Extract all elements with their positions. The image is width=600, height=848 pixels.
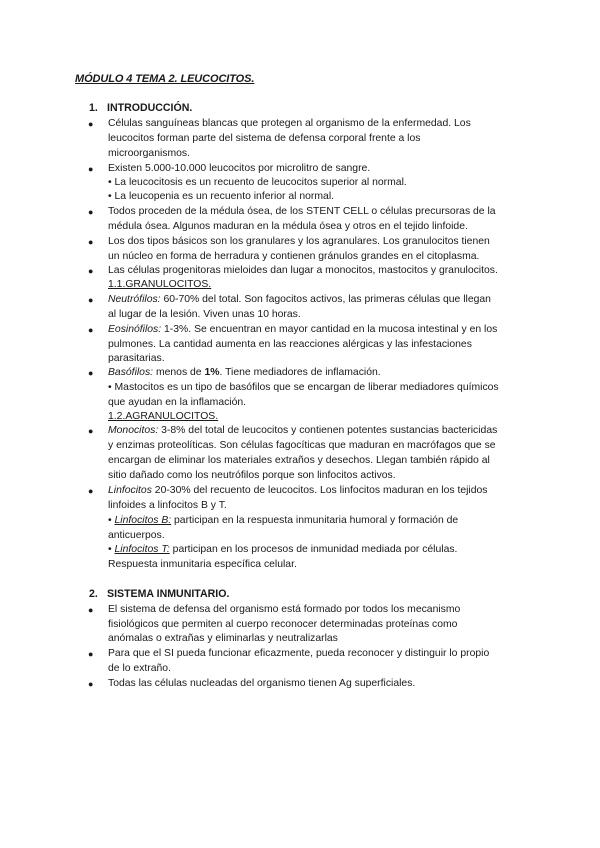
text-span: . Tiene mediadores de inflamación. — [219, 367, 381, 378]
sub-bullet: • — [108, 544, 115, 555]
section-number: 2. — [89, 588, 98, 600]
text-line: de lo extraño. — [108, 663, 171, 674]
bullet-dot: ● — [88, 207, 94, 217]
bullet-dot: ● — [88, 486, 94, 496]
text-span: del recuento de leucocitos. Los linfocitos maduran en los tejidos — [190, 485, 488, 496]
text-line: linfoides a linfocitos B y T. — [108, 500, 227, 511]
percentage: 20-30% — [151, 485, 191, 496]
text-line: Respuesta inmunitaria específica celular. — [108, 559, 297, 570]
section-number: 1. — [89, 102, 98, 114]
text-line: un núcleo en forma de herradura y contienen gránulos grandes en el citoplasma. — [108, 251, 480, 262]
text-span: menos de — [153, 367, 205, 378]
text-line: El sistema de defensa del organismo está formado por todos los mecanismo — [108, 604, 461, 615]
text-span: . Se encuentran en mayor cantidad en la mucosa intestinal y en los — [188, 324, 498, 335]
bullet-dot: ● — [88, 368, 94, 378]
text-line: y enzimas proteolíticas. Son células fagocíticas que maduran en macrófagos que se — [108, 440, 496, 451]
text-line: Las células progenitoras mieloides dan lugar a monocitos, mastocitos y granulocitos. — [108, 265, 498, 276]
bullet-dot: ● — [88, 605, 94, 615]
text-line: Células sanguíneas blancas que protegen al organismo de la enfermedad. Los — [108, 118, 471, 129]
text-line: parasitarias. — [108, 353, 165, 364]
bullet-dot: ● — [88, 295, 94, 305]
text-line: fisiológicos que permiten al cuerpo reconocer determinadas proteínas como — [108, 619, 458, 630]
percentage: 1% — [204, 367, 220, 378]
percentage: 60-70% — [160, 294, 200, 305]
text-line: pulmones. La cantidad aumenta en las reacciones alérgicas y las infestaciones — [108, 339, 472, 350]
section-title: INTRODUCCIÓN. — [107, 102, 193, 114]
term-eosinofilos: Eosinófilos: — [108, 324, 162, 335]
subsection-agranulocitos: 1.2.AGRANULOCITOS. — [108, 411, 219, 422]
text-line: anómalas o extrañas y eliminarlas y neutralizarlas — [108, 633, 338, 644]
text-line: • Mastocitos es un tipo de basófilos que se encargan de liberar mediadores químicos — [108, 382, 499, 393]
section-heading-introduccion — [89, 102, 192, 114]
text-line: • La leucopenia es un recuento inferior al normal. — [108, 191, 335, 202]
basofilos-line — [108, 366, 381, 381]
term-neutrofilos: Neutrófilos: — [108, 294, 161, 305]
text-line: Los dos tipos básicos son los granulares y los agranulares. Los granulocitos tienen — [108, 236, 490, 247]
linfocitos-t-line — [108, 543, 457, 558]
text-span: del total de leucocitos y contienen potentes sustancias bactericidas — [185, 425, 498, 436]
text-line: al lugar de la lesión. Viven unas 10 horas. — [108, 309, 301, 320]
term-basofilos: Basófilos: — [108, 367, 154, 378]
text-span: participan en la respuesta inmunitaria humoral y formación de — [171, 515, 459, 526]
term-monocitos: Monocitos: — [108, 425, 159, 436]
sub-bullet: • — [108, 515, 115, 526]
document-title: MÓDULO 4 TEMA 2. LEUCOCITOS. — [75, 73, 255, 85]
percentage: 3-8% — [158, 425, 186, 436]
term-linfocitos-b: Linfocitos B: — [114, 515, 172, 526]
bullet-dot: ● — [88, 426, 94, 436]
text-line: sitio dañado como los neutrófilos porque son linfocitos activos. — [108, 470, 396, 481]
bullet-dot: ● — [88, 325, 94, 335]
text-line: Existen 5.000-10.000 leucocitos por microlitro de sangre. — [108, 163, 371, 174]
text-line: • La leucocitosis es un recuento de leucocitos superior al normal. — [108, 177, 407, 188]
text-span: del total. Son fagocitos activos, las primeras células que llegan — [199, 294, 491, 305]
term-linfocitos: Linfocitos — [108, 485, 152, 496]
term-linfocitos-t: Linfocitos T: — [114, 544, 170, 555]
bullet-dot: ● — [88, 119, 94, 129]
section-heading-sistema-inmunitario — [89, 588, 229, 600]
text-line: que ayudan en la inflamación. — [108, 397, 247, 408]
bullet-dot: ● — [88, 679, 94, 689]
bullet-dot: ● — [88, 649, 94, 659]
percentage: 1-3% — [161, 324, 189, 335]
linfocitos-b-line — [108, 514, 458, 529]
linfocitos-line — [108, 484, 488, 499]
text-span: participan en los procesos de inmunidad mediada por células. — [169, 544, 458, 555]
text-line: médula ósea. Algunos maduran en la médula ósea y otros en el tejido linfoide. — [108, 221, 468, 232]
text-line: Todas las células nucleadas del organismo tienen Ag superficiales. — [108, 678, 416, 689]
bullet-dot: ● — [88, 164, 94, 174]
monocitos-line — [108, 424, 497, 439]
text-line: leucocitos forman parte del sistema de defensa corporal frente a los — [108, 133, 421, 144]
text-line: anticuerpos. — [108, 530, 165, 541]
text-line: Para que el SI pueda funcionar eficazmente, pueda reconocer y distinguir lo propio — [108, 648, 490, 659]
subsection-granulocitos: 1.1.GRANULOCITOS. — [108, 279, 212, 290]
text-line: microorganismos. — [108, 148, 190, 159]
neutrofilos-line — [108, 293, 491, 308]
eosinofilos-line — [108, 323, 497, 338]
text-line: encargan de eliminar los materiales extraños y desechos. Llegan también rápido al — [108, 455, 490, 466]
section-title: SISTEMA INMUNITARIO. — [107, 588, 230, 600]
bullet-dot: ● — [88, 237, 94, 247]
bullet-dot: ● — [88, 266, 94, 276]
text-line: Todos proceden de la médula ósea, de los STENT CELL o células precursoras de la — [108, 206, 496, 217]
